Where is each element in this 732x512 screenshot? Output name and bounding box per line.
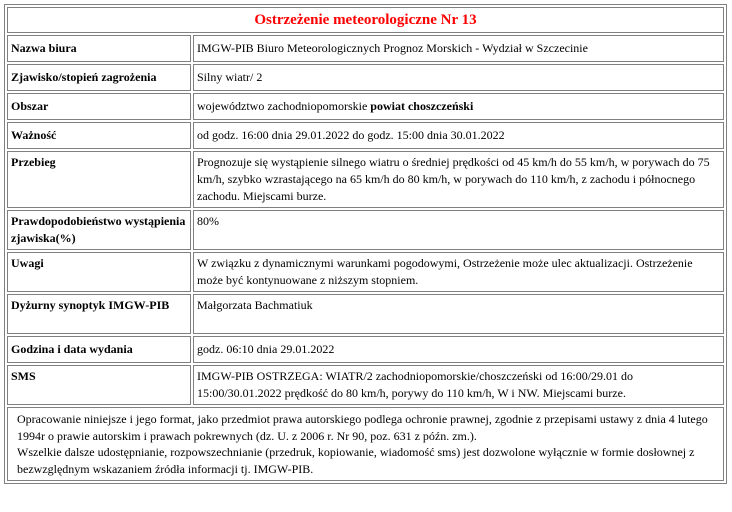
row-phenomenon	[7, 64, 724, 91]
row-office	[7, 35, 724, 62]
row-probability	[7, 210, 724, 250]
value-validity: od godz. 16:00 dnia 29.01.2022 do godz. 15:00 dnia 30.01.2022	[193, 122, 724, 149]
value-office: IMGW-PIB Biuro Meteorologicznych Prognoz Morskich - Wydział w Szczecinie	[193, 35, 724, 62]
value-course: Prognozuje się wystąpienie silnego wiatru o średniej prędkości od 45 km/h do 55 km/h, w porywach do 75 km/h, szybko wzrastającego na 65 km/h do 80 km/h, w porywach do 110 km/h, z zachodu i północnego zachodu. Miejscami burze.	[193, 151, 724, 208]
label-synoptic: Dyżurny synoptyk IMGW-PIB	[7, 294, 191, 334]
value-phenomenon: Silny wiatr/ 2	[193, 64, 724, 91]
label-phenomenon: Zjawisko/stopień zagrożenia	[7, 64, 191, 91]
row-remarks	[7, 252, 724, 292]
label-remarks: Uwagi	[7, 252, 191, 292]
row-validity	[7, 122, 724, 149]
value-remarks: W związku z dynamicznymi warunkami pogodowymi, Ostrzeżenie może ulec aktualizacji. Ostrzeżenie może być kontynuowane z niższym stopniem.	[193, 252, 724, 292]
copyright-notice: Opracowanie niniejsze i jego format, jako przedmiot prawa autorskiego podlega ochronie prawnej, zgodnie z przepisami ustawy z dnia 4 lutego 1994r o prawie autorskim i prawach pokrewnych (dz. U. z 2006 r. Nr 90, poz. 631 z późn. zm.).	[17, 412, 708, 443]
value-issued: godz. 06:10 dnia 29.01.2022	[193, 336, 724, 363]
row-sms	[7, 365, 724, 405]
label-probability: Prawdopodobieństwo wystąpienia zjawiska(%)	[7, 210, 191, 250]
warning-table	[4, 4, 727, 484]
label-office: Nazwa biura	[7, 35, 191, 62]
value-area-region: województwo zachodniopomorskie	[197, 99, 371, 113]
row-footer	[7, 407, 724, 481]
row-synoptic	[7, 294, 724, 334]
warning-title: Ostrzeżenie meteorologiczne Nr 13	[7, 7, 724, 33]
label-course: Przebieg	[7, 151, 191, 208]
value-area-county: powiat choszczeński	[370, 99, 474, 113]
row-area	[7, 93, 724, 120]
label-area: Obszar	[7, 93, 191, 120]
value-synoptic: Małgorzata Bachmatiuk	[193, 294, 724, 334]
value-sms: IMGW-PIB OSTRZEGA: WIATR/2 zachodniopomorskie/choszczeński od 16:00/29.01 do 15:00/30.01.2022 prędkość do 80 km/h, porywy do 110 km/h, W i NW. Miejscami burze.	[193, 365, 724, 405]
label-validity: Ważność	[7, 122, 191, 149]
label-issued: Godzina i data wydania	[7, 336, 191, 363]
footer-notice	[7, 407, 724, 481]
value-area	[193, 93, 724, 120]
row-issued	[7, 336, 724, 363]
value-probability: 80%	[193, 210, 724, 250]
usage-notice: Wszelkie dalsze udostępnianie, rozpowszechnianie (przedruk, kopiowanie, wiadomość sms) jest dozwolone wyłącznie w formie dosłownej z bezwzględnym wskazaniem źródła informacji tj. IMGW-PIB.	[17, 445, 695, 476]
row-course	[7, 151, 724, 208]
label-sms: SMS	[7, 365, 191, 405]
